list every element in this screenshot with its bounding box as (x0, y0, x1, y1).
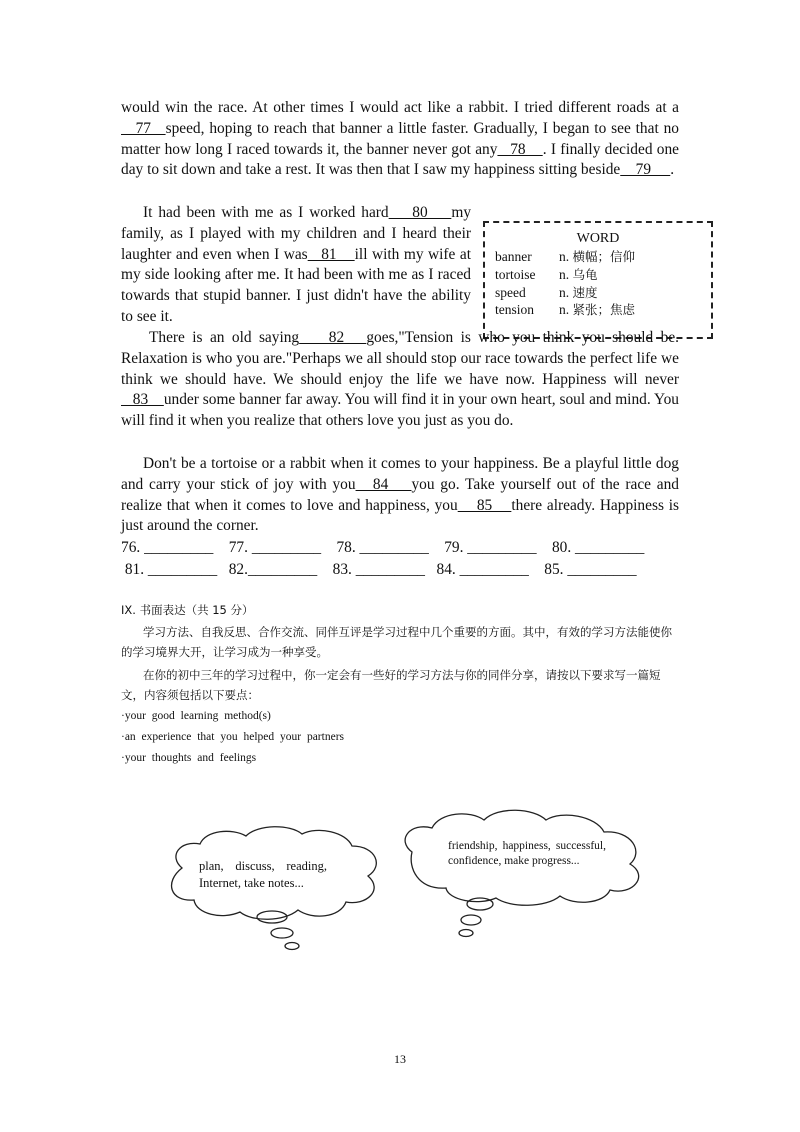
writing-section-heading: IX. 书面表达（共 15 分） (121, 603, 254, 617)
writing-bullet: ·an experience that you helped your partners (121, 731, 344, 743)
right-cloud-bubble (461, 915, 481, 925)
answer-line-row-2[interactable]: 81. _________ 82._________ 83. _________ 84. _________ 85. _________ (121, 561, 637, 578)
glossary-entry: banner n. 横幅；信仰 (495, 249, 636, 264)
writing-intro-2: 在你的初中三年的学习过程中，你一定会有一些好的学习方法与你的同伴分享，请按以下要求写一篇短文，内容须包括以下要点： (121, 668, 661, 702)
passage-text: goes,"Tension is who you think you should be. Relaxation is who you are."Perhaps we all should stop our race towards the perfect life we think we should have. We should enjoy the life we have now. Happiness will never (121, 329, 679, 388)
writing-intro-1: 学习方法、自我反思、合作交流、同伴互评是学习过程中几个重要的方面。其中，有效的学习方法能使你的学习境界大开，让学习成为一种享受。 (121, 625, 672, 659)
passage-text: ill with my wife at my side looking after me. It had been with me as I raced towards that stupid banner. I just didn't have the ability to see it. (121, 245, 471, 325)
right-cloud-text: friendship, happiness, successful, confidence, make progress... (448, 840, 606, 867)
blank-84: 84 (355, 475, 412, 493)
passage-text: speed, hoping to reach that banner a little faster. Gradually, I began to see that no matter how long I raced towards it, the banner never got any (121, 119, 679, 158)
page-number: 13 (394, 1052, 406, 1066)
left-cloud-bubble (271, 928, 293, 938)
glossary-title: WORD (576, 231, 620, 246)
blank-79: 79 (620, 161, 671, 179)
passage-text: . (670, 161, 675, 179)
glossary-entry: tortoise n. 乌龟 (495, 267, 598, 282)
left-cloud-text: plan, discuss, reading, Internet, take notes... (199, 859, 327, 890)
blank-80: 80 (388, 204, 452, 221)
passage-text: would win the race. At other times I would act like a rabbit. I tried different roads at a (121, 99, 679, 116)
right-cloud-bubble (459, 930, 473, 937)
blank-77: 77 (121, 119, 166, 137)
blank-78: 78 (497, 140, 543, 158)
writing-bullet: ·your thoughts and feelings (121, 752, 257, 764)
passage-text: . I finally decided one day to sit down and take a rest. It was then that I saw my happiness sitting beside (121, 140, 679, 179)
blank-83: 83 (121, 391, 164, 409)
passage-text: under some banner far away. You will find it in your own heart, soul and mind. You will find it when you realize that others love you just as you do. (121, 391, 679, 430)
passage-text: It had been with me as I worked hard (143, 204, 389, 221)
blank-82: 82 (299, 329, 367, 346)
right-cloud-bubble (467, 898, 493, 910)
writing-bullet: ·your good learning method(s) (121, 710, 271, 722)
passage-text: you go. Take yourself out of the race and realize that when it comes to love and happiness, you (121, 475, 680, 514)
left-cloud-bubble (285, 943, 299, 950)
blank-81: 81 (307, 245, 355, 263)
passage-text: Don't be a tortoise or a rabbit when it comes to your happiness. Be a playful little dog and carry your stick of joy with you (121, 455, 679, 493)
glossary-entry: tension n. 紧张；焦虑 (495, 302, 636, 317)
blank-85: 85 (457, 496, 512, 514)
glossary-entry: speed n. 速度 (495, 285, 598, 300)
passage-text: there already. Happiness is just around the corner. (121, 496, 679, 535)
answer-line-row-1[interactable]: 76. _________ 77. _________ 78. _________ 79. _________ 80. _________ (121, 539, 645, 556)
passage-text: my family, as I played with my children and I heard their laughter and even when I was (121, 204, 472, 263)
passage-text: There is an old saying (149, 329, 300, 346)
